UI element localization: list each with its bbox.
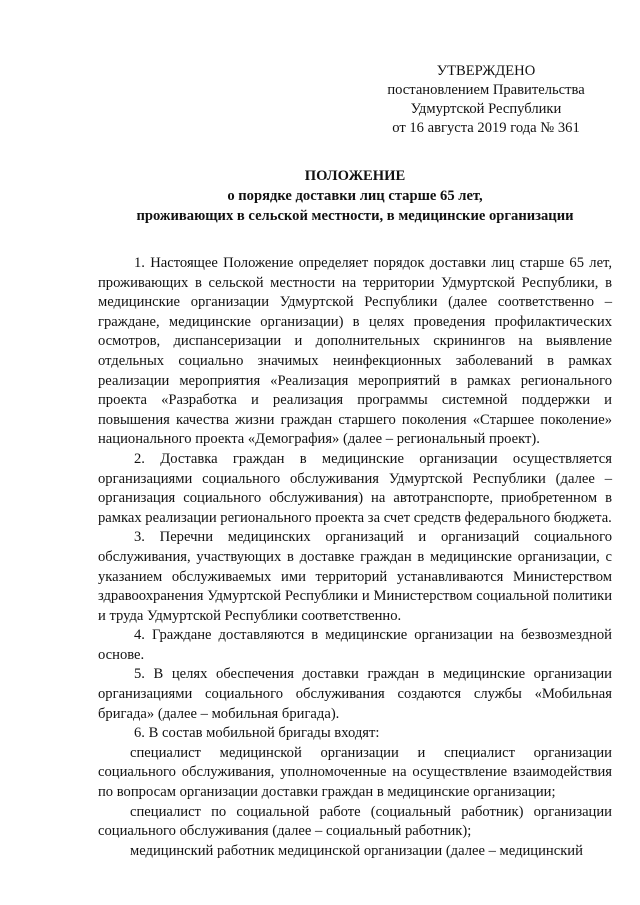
brigade-member: специалист по социальной работе (социальный работник) организации социального обслуживания (далее – социальный работник); (98, 803, 612, 840)
title-subtitle: о порядке доставки лиц старше 65 лет, (227, 188, 483, 204)
approval-line: Удмуртской Республики (410, 101, 562, 117)
paragraph-1: 1. Настоящее Положение определяет порядок доставки лиц старше 65 лет, проживающих в сельской местности на территории Удмуртской Республики, в медицинские организации Удмуртской Республики (далее соответственно – граждане, медицинские организации) в целях проведения профилактических осмотров, диспансеризации и дополнительных скринингов на выявление отдельных социально значимых неинфекционных заболеваний в рамках реализации мероприятия «Реализация мероприятий в рамках регионального проекта «Разработка и реализация программы системной поддержки и повышения качества жизни граждан старшего поколения «Старшее поколение» национального проекта «Демография» (далее – региональный проект). (98, 255, 612, 448)
approval-line: постановлением Правительства (387, 82, 585, 98)
paragraph-4: 4. Граждане доставляются в медицинские организации на безвозмездной основе. (98, 627, 612, 663)
approval-stamp (368, 62, 604, 138)
document-title (98, 166, 612, 226)
approval-date: от 16 августа 2019 года № 361 (392, 120, 580, 136)
title-heading: ПОЛОЖЕНИЕ (304, 168, 406, 184)
approval-heading: УТВЕРЖДЕНО (436, 63, 536, 79)
paragraph-3: 3. Перечни медицинских организаций и организаций социального обслуживания, участвующих в доставке граждан в медицинские организации, с указанием обслуживаемых ими территорий устанавливаются Министерством здравоохранения Удмуртской Республики и Министерством социальной политики и труда Удмуртской Республики соответственно. (98, 529, 612, 624)
brigade-member: медицинский работник медицинской организации (далее – медицинский (130, 842, 583, 859)
paragraph-2: 2. Доставка граждан в медицинские организации осуществляется организациями социального обслуживания Удмуртской Республики (далее – организация социального обслуживания) на автотранспорте, приобретенном в рамках реализации регионального проекта за счет средств федерального бюджета. (98, 450, 612, 526)
paragraph-5: 5. В целях обеспечения доставки граждан в медицинские организации организациями социального обслуживания создаются службы «Мобильная бригада» (далее – мобильная бригада). (98, 666, 612, 722)
document-body (98, 254, 612, 861)
brigade-member: специалист медицинской организации и специалист организации социального обслуживания, уполномоченные на осуществление взаимодействия по вопросам организации доставки граждан в медицинские организации; (98, 744, 612, 801)
title-subtitle: проживающих в сельской местности, в медицинские организации (136, 208, 574, 224)
paragraph-6: 6. В состав мобильной бригады входят: (134, 725, 380, 742)
